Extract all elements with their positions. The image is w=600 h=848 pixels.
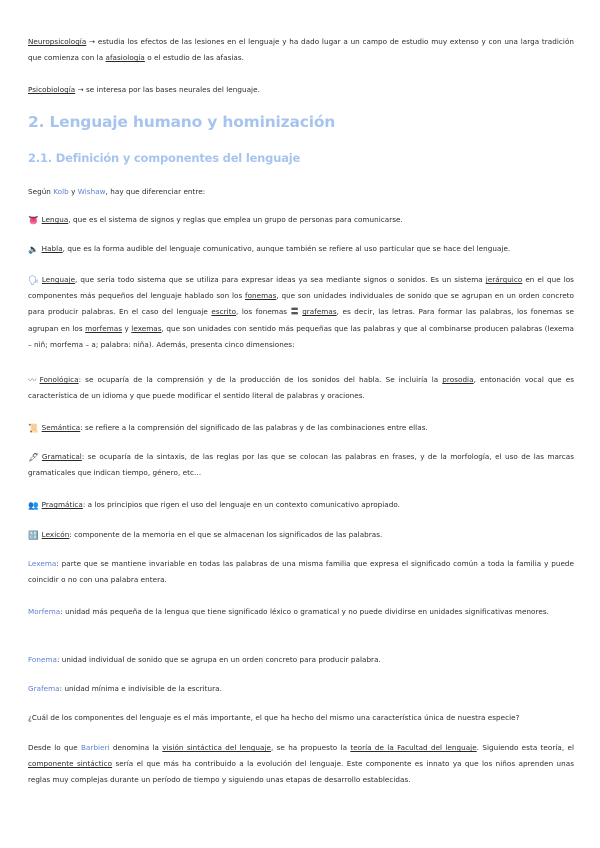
people-icon: 👥 (28, 501, 39, 511)
term-morfema: Morfema (28, 607, 61, 616)
definition-morfema: Morfema: unidad más pequeña de la lengua que tiene significado léxico o gramatical y no puede dividirse en unidades significativas menores. (28, 607, 549, 616)
scroll-icon: 📜 (28, 424, 39, 434)
paragraph-barbieri: Desde lo que Barbieri denomina la visión sintáctica del lenguaje, se ha propuesto la teoría de la Facultad del lenguaje. Siguiendo esta teoría, el componente sintáctico sería el que más ha contribuido a la evolución del lenguaje. Este componente es innato ya que los niños aprenden unas reglas muy complejas durante un período de tiempo y siguiendo unas etapas de desarrollo establecidas. (28, 743, 574, 785)
term-lengua: Lengua (41, 215, 69, 224)
paragraph-lenguaje: 🗣 Lenguaje, que sería todo sistema que se utiliza para expresar ideas ya sea mediante signos o sonidos. Es un sistema jerárquico en el que los componentes más pequeños del lenguaje hablado son los fonemas, que son unidades individuales de sonido que se agrupan en un orden concreto para producir palabras. En el caso del lenguaje escrito, los fonemas 〓 grafemas, es decir, las letras. Para formar las palabras, los fonemas se agrupan en los morfemas y lexemas, que son unidades con sentido más pequeñas que las palabras y que al combinarse producen palabras (lexema – niñ; morfema – a; palabra: niña). Además, presenta cinco dimensiones: (28, 275, 574, 349)
paragraph-lengua: 👅 Lengua, que es el sistema de signos y reglas que emplea un grupo de personas para comunicarse. (28, 215, 403, 226)
paragraph-habla: 🔈 Habla, que es la forma audible del lenguaje comunicativo, aunque también se refiere al uso particular que se hace del lenguaje. (28, 244, 511, 255)
term-habla: Habla (41, 244, 63, 253)
term-psicobiologia: Psicobiología (28, 85, 76, 94)
tongue-icon: 👅 (28, 216, 39, 226)
term-lexema: Lexema (28, 559, 57, 568)
definition-fonema: Fonema: unidad individual de sonido que se agrupa en un orden concreto para producir palabra. (28, 655, 381, 664)
paragraph-lexicon: 🔠 Lexicón: componente de la memoria en el que se almacenan los significados de las palabras. (28, 530, 383, 541)
definition-grafema: Grafema: unidad mínima e indivisible de la escritura. (28, 684, 222, 693)
paragraph-semantica: 📜 Semántica: se refiere a la comprensión del significado de las palabras y de las combinaciones entre ellas. (28, 423, 428, 434)
author-wishaw: Wishaw (77, 187, 106, 196)
abc-blocks-icon: 🔠 (28, 531, 39, 541)
pen-icon: 🖋 (28, 453, 39, 463)
term-fonema: Fonema (28, 655, 57, 664)
speaker-icon: 🔈 (28, 245, 39, 255)
term-gramatical: Gramatical (41, 452, 82, 461)
question-paragraph: ¿Cuál de los componentes del lenguaje es el más importante, el que ha hecho del mismo una característica única de nuestra especie? (28, 713, 520, 722)
section-heading: 2. Lenguaje humano y hominización (28, 113, 336, 131)
term-grafema: Grafema (28, 684, 60, 693)
author-kolb: Kolb (53, 187, 69, 196)
wave-icon: 〰 (28, 376, 37, 386)
equals-symbol-icon: 〓 (290, 307, 299, 317)
term-semantica: Semántica (41, 423, 81, 432)
paragraph-gramatical: 🖋 Gramatical: se ocuparía de la sintaxis, de las reglas por las que se colocan las palabras en frases, y de la morfología, el uso de las marcas gramaticales que indican tiempo, género, etc… (28, 452, 574, 478)
paragraph-fonologica: 〰 Fonológica: se ocuparía de la comprensión y de la producción de los sonidos del habla. Se incluiría la prosodia, entonación vocal que es característica de un idioma y que puede modificar el sentido literal de palabras y oraciones. (28, 375, 574, 401)
paragraph-psicobiologia: Psicobiología → se interesa por las bases neurales del lenguaje. (28, 85, 260, 94)
author-barbieri: Barbieri (81, 743, 110, 752)
definition-lexema: Lexema: parte que se mantiene invariable en todas las palabras de una misma familia que expresa el significado común a toda la familia y puede coincidir o no con una palabra entera. (28, 559, 574, 585)
paragraph-neuropsicologia: Neuropsicología → estudia los efectos de las lesiones en el lenguaje y ha dado lugar a un campo de estudio muy extenso y con una larga tradición que comienza con la afasiología o el estudio de las afasias. (28, 37, 574, 63)
subsection-heading: 2.1. Definición y componentes del lenguaje (28, 151, 301, 165)
term-neuropsicologia: Neuropsicología (28, 37, 87, 46)
term-lenguaje: Lenguaje (41, 275, 76, 284)
term-pragmatica: Pragmática (41, 500, 83, 509)
term-fonologica: Fonológica (39, 375, 79, 384)
link-afasiologia: afasiología (105, 53, 145, 63)
paragraph-intro: Según Kolb y Wishaw, hay que diferenciar entre: (28, 187, 206, 196)
term-lexicon: Lexicón (41, 530, 70, 539)
speaking-head-icon: 🗣 (28, 276, 39, 286)
paragraph-pragmatica: 👥 Pragmática: a los principios que rigen el uso del lenguaje en un contexto comunicativo apropiado. (28, 500, 401, 511)
